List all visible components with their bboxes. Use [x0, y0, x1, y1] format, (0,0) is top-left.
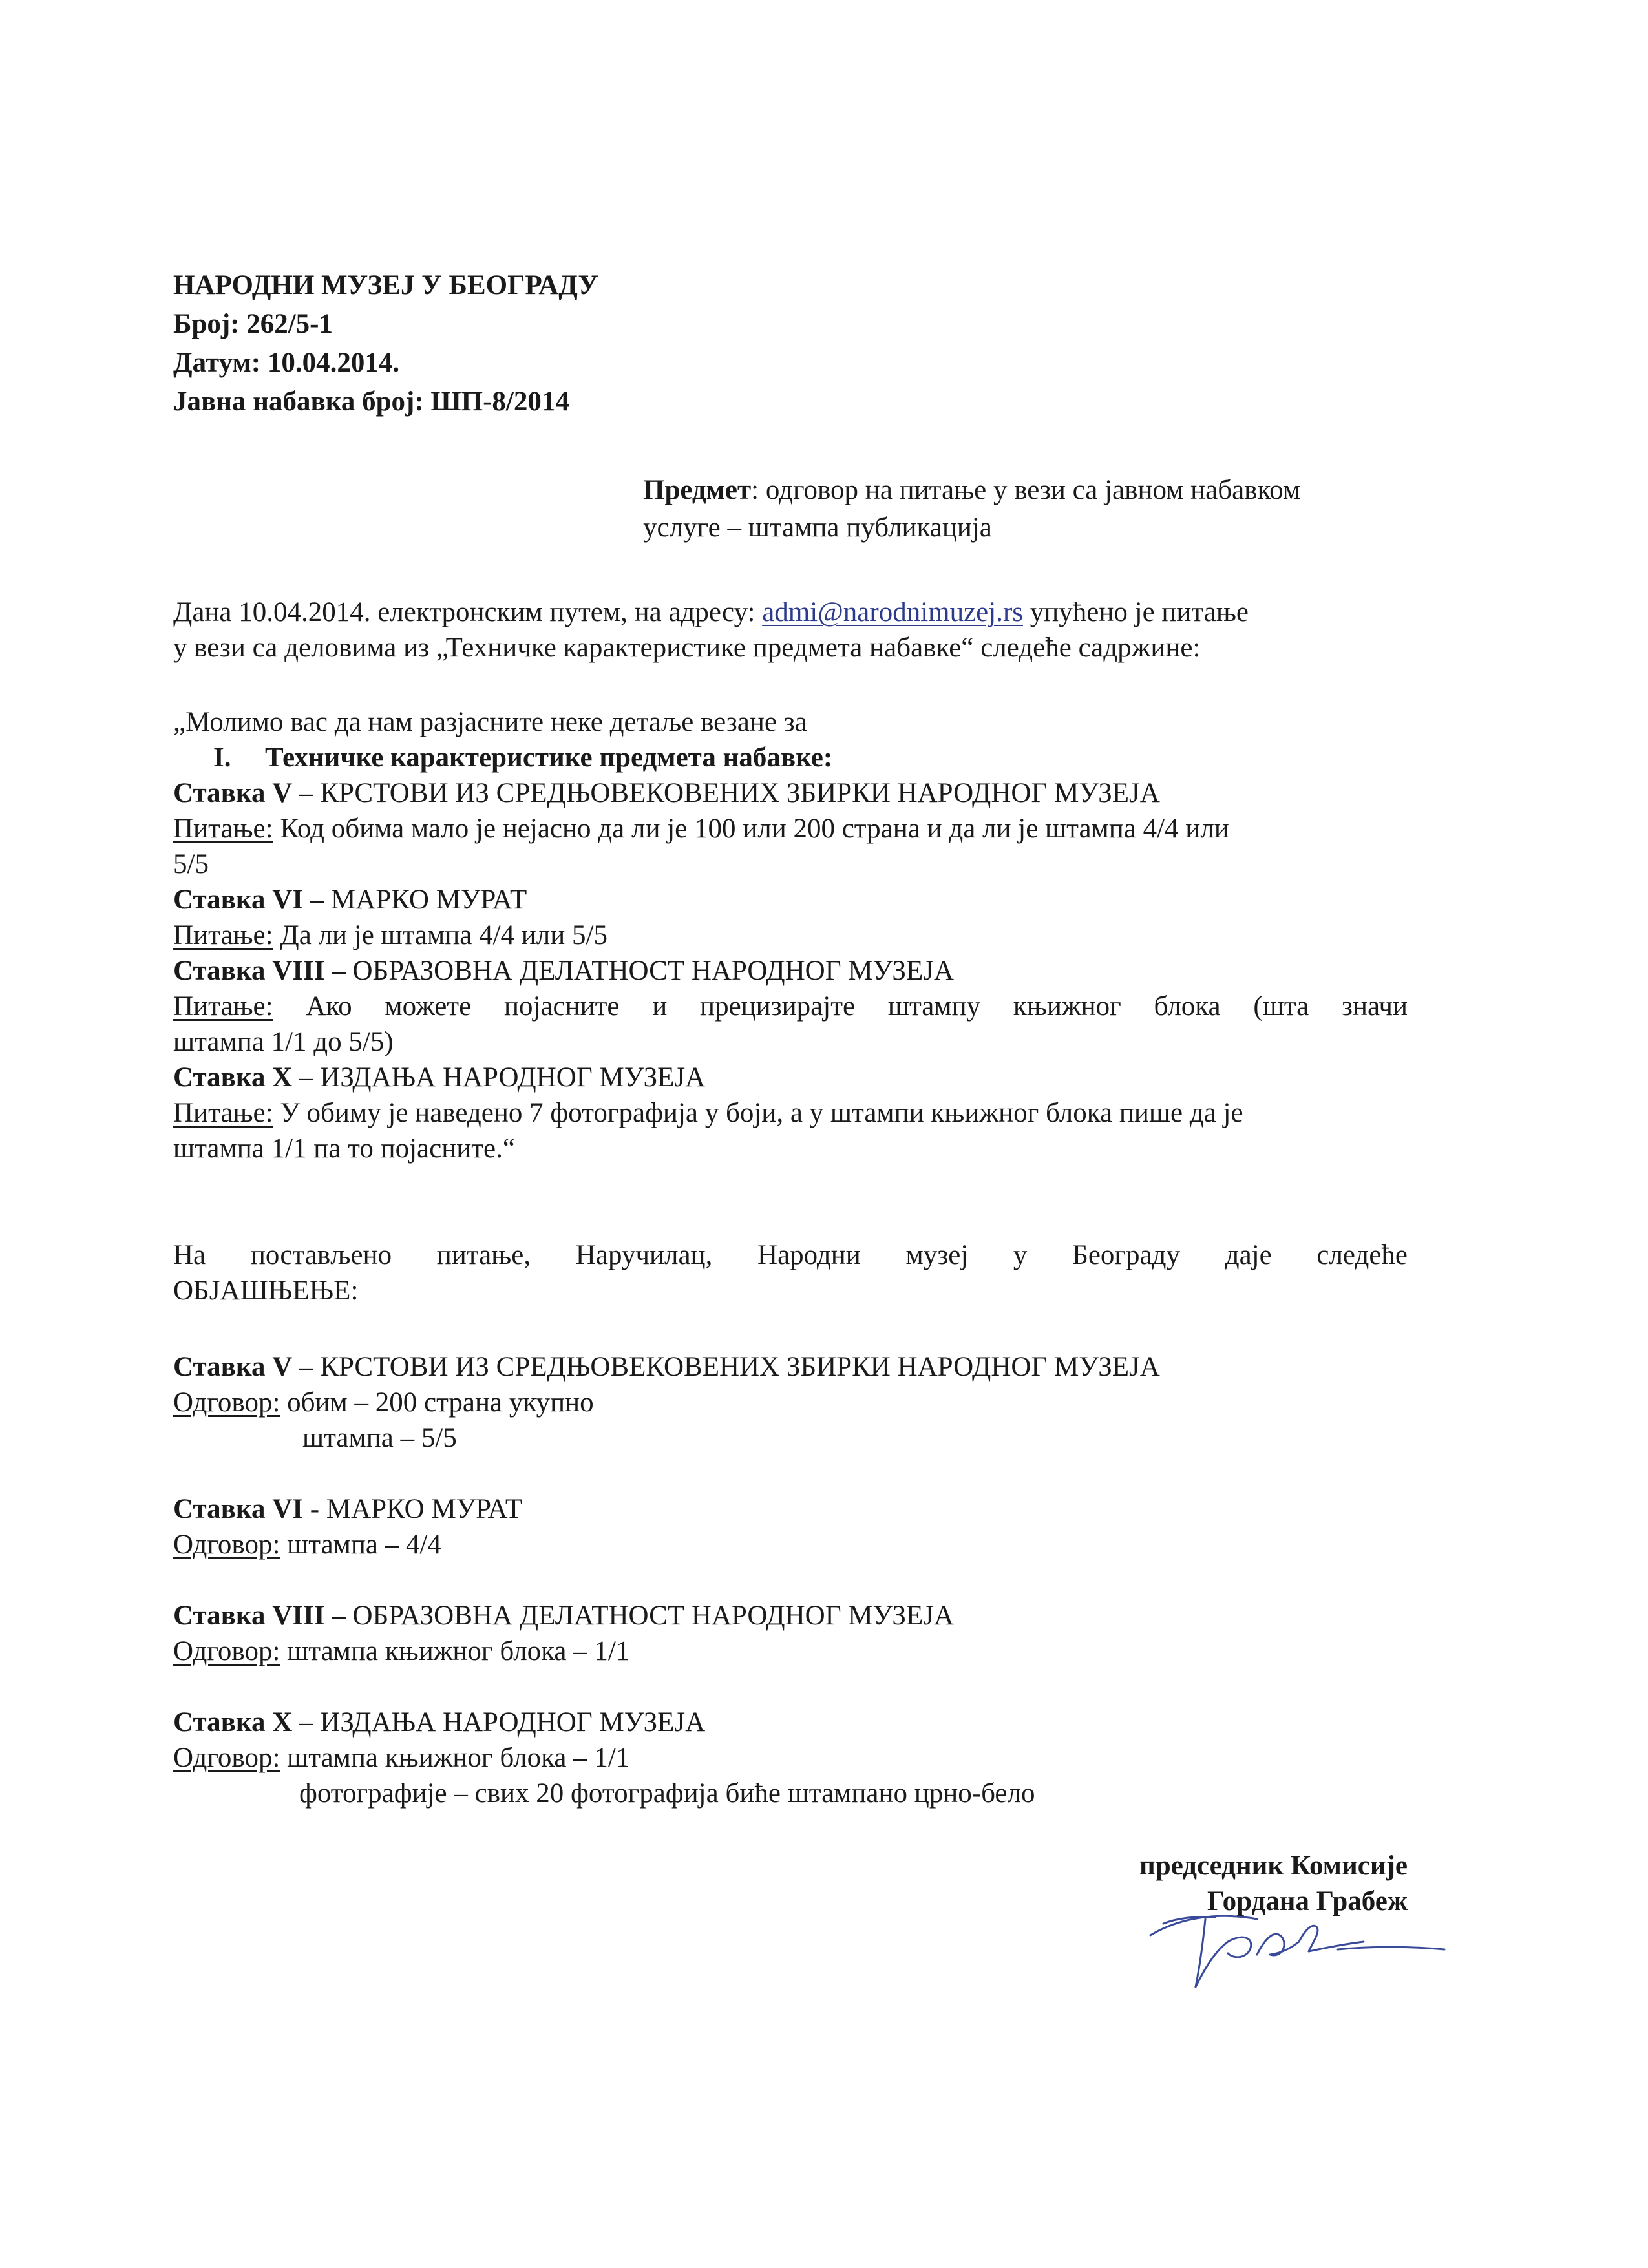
explanation-intro [173, 1237, 1408, 1308]
item-title: – КРСТОВИ ИЗ СРЕДЊОВЕКОВЕНИХ ЗБИРКИ НАРОДНОГ МУЗЕЈА [292, 778, 1160, 808]
subject-label: Предмет [643, 475, 752, 505]
question-line-cont: штампа 1/1 па то појасните.“ [173, 1133, 515, 1164]
answer-text [173, 1740, 1408, 1776]
item-label: Ставка VIII [173, 1601, 325, 1631]
item-label: Ставка VIII [173, 956, 325, 986]
item-label: Ставка VI [173, 885, 304, 915]
signature-name: Гордана Грабеж [1207, 1886, 1408, 1916]
question-line-cont: штампа 1/1 до 5/5) [173, 1027, 394, 1057]
answer-text [173, 1385, 1408, 1420]
subject-text-line1: : одговор на питање у вези са јавном набавком [751, 475, 1301, 505]
email-link[interactable]: admi@narodnimuzej.rs [762, 597, 1024, 627]
answer-item-heading [173, 1491, 1408, 1527]
handwritten-signature-icon [1144, 1890, 1448, 1997]
item-title: – ОБРАЗОВНА ДЕЛАТНОСТ НАРОДНОГ МУЗЕЈА [324, 1601, 955, 1631]
answer-item-heading [173, 1598, 1408, 1633]
question-label: Питање: [173, 1098, 273, 1128]
section-title: Техничке карактеристике предмета набавке: [265, 742, 833, 773]
intro-paragraph [173, 594, 1408, 666]
answer-item-heading [173, 1705, 1408, 1740]
item-label: Ставка X [173, 1707, 293, 1738]
answer-text [173, 1633, 1408, 1669]
item-title: – ИЗДАЊА НАРОДНОГ МУЗЕЈА [292, 1062, 706, 1093]
question-line: Ако можете појасните и прецизирајте штампу књижног блока (шта значи [273, 991, 1408, 1022]
item-title: – КРСТОВИ ИЗ СРЕДЊОВЕКОВЕНИХ ЗБИРКИ НАРОДНОГ МУЗЕЈА [292, 1352, 1160, 1382]
section-heading [173, 740, 1408, 775]
intro-part2: упућено је питање [1023, 597, 1249, 627]
subject-block [643, 472, 1406, 547]
item-title: – ОБРАЗОВНА ДЕЛАТНОСТ НАРОДНОГ МУЗЕЈА [324, 956, 955, 986]
explanation-line2: ОБЈАШЊЕЊЕ: [173, 1276, 359, 1306]
answer-label: Одговор: [173, 1387, 280, 1418]
question-item-heading [173, 953, 1408, 989]
item-title: – ИЗДАЊА НАРОДНОГ МУЗЕЈА [292, 1707, 706, 1738]
document-header [173, 266, 1408, 421]
question-item-heading [173, 882, 1408, 918]
answer-line: штампа књижног блока – 1/1 [280, 1636, 630, 1666]
intro-part1: Дана 10.04.2014. електронским путем, на адресу: [173, 597, 763, 627]
question-line: У обиму је наведено 7 фотографија у боји, а у штампи књижног блока пише да је [273, 1098, 1243, 1128]
answer-line: штампа књижног блока – 1/1 [280, 1743, 630, 1773]
question-line: Да ли је штампа 4/4 или 5/5 [273, 920, 607, 950]
item-label: Ставка VI [173, 1494, 304, 1524]
question-text [173, 918, 1408, 953]
answer-line: штампа – 4/4 [280, 1529, 441, 1560]
item-title: – МАРКО МУРАТ [303, 885, 527, 915]
question-line: Код обима мало је нејасно да ли је 100 или 200 страна и да ли је штампа 4/4 или [273, 814, 1229, 844]
subject-text-line2: услуге – штампа публикација [643, 512, 992, 543]
answer-text [173, 1527, 1408, 1562]
answer-line: обим – 200 страна укупно [280, 1387, 594, 1418]
item-label: Ставка V [173, 1352, 293, 1382]
document-number: Број: 262/5-1 [173, 309, 333, 339]
item-label: Ставка V [173, 778, 293, 808]
procurement-number: Јавна набавка број: ШП-8/2014 [173, 386, 569, 417]
answers-block [173, 1349, 1408, 1811]
question-block [173, 704, 1408, 1166]
answer-item-heading [173, 1349, 1408, 1385]
question-item-heading [173, 775, 1408, 811]
explanation-line1: На постављено питање, Наручилац, Народни музеј у Београду даје следеће [173, 1240, 1408, 1270]
signature-role: председник Комисије [1139, 1851, 1408, 1881]
question-label: Питање: [173, 920, 273, 950]
question-text [173, 989, 1408, 1024]
answer-label: Одговор: [173, 1636, 280, 1666]
question-label: Питање: [173, 814, 273, 844]
answer-line-cont: штампа – 5/5 [302, 1423, 457, 1453]
answer-label: Одговор: [173, 1529, 280, 1560]
question-line-cont: 5/5 [173, 849, 209, 879]
question-item-heading [173, 1060, 1408, 1095]
question-label: Питање: [173, 991, 273, 1022]
document-date: Датум: 10.04.2014. [173, 348, 400, 378]
item-label: Ставка X [173, 1062, 293, 1093]
question-opening: „Молимо вас да нам разјасните неке детаље везане за [173, 707, 807, 737]
intro-line2: у вези са деловима из „Техничке карактеристике предмета набавке“ следеће садржине: [173, 633, 1201, 663]
section-number: I. [213, 742, 231, 773]
answer-line-cont: фотографије – свих 20 фотографија биће штампано црно-бело [299, 1778, 1035, 1809]
institution-name: НАРОДНИ МУЗЕЈ У БЕОГРАДУ [173, 270, 598, 300]
question-text [173, 1095, 1408, 1131]
answer-label: Одговор: [173, 1743, 280, 1773]
item-title: - МАРКО МУРАТ [303, 1494, 523, 1524]
question-text [173, 811, 1408, 846]
